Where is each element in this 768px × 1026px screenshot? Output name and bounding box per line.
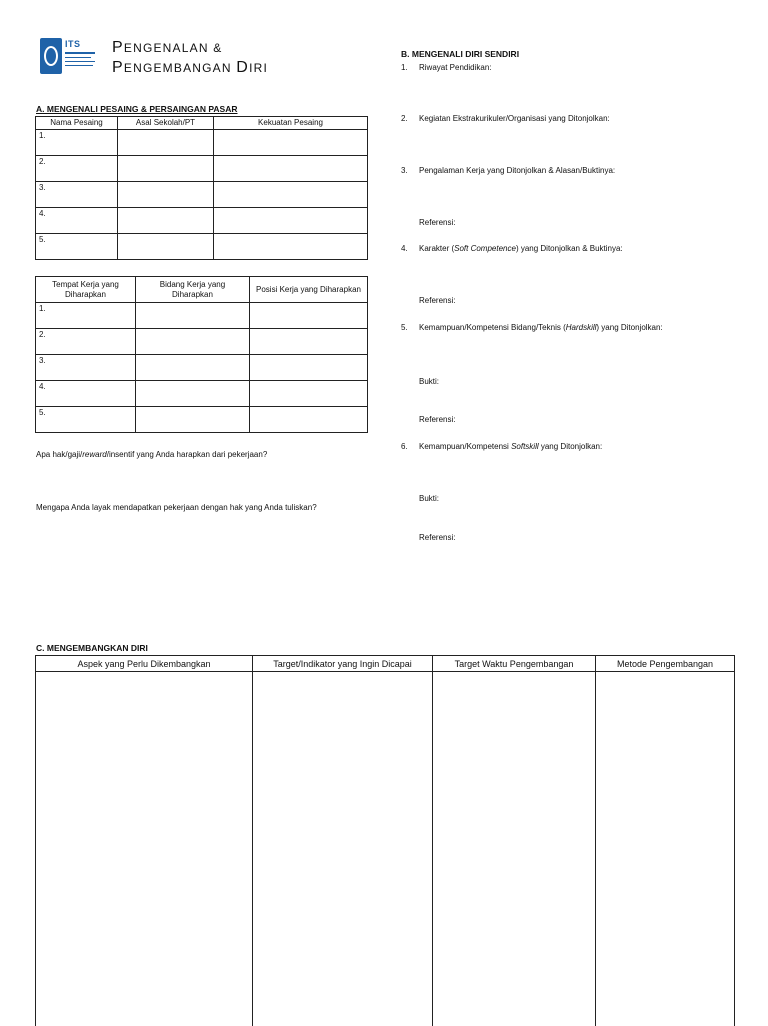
its-emblem-icon <box>40 38 62 74</box>
row-number: 4. <box>36 208 118 234</box>
table-cell[interactable] <box>253 672 433 1026</box>
table-cell[interactable] <box>118 156 214 182</box>
row-number: 2. <box>36 329 136 355</box>
referensi-label: Referensi: <box>419 533 455 542</box>
row-number: 1. <box>36 303 136 329</box>
section-b-heading: B. MENGENALI DIRI SENDIRI <box>401 49 519 59</box>
col-header: Bidang Kerja yang Diharapkan <box>136 277 250 303</box>
row-number: 3. <box>36 355 136 381</box>
table-cell[interactable] <box>118 130 214 156</box>
table-cell[interactable] <box>214 182 368 208</box>
table-cell[interactable] <box>136 329 250 355</box>
col-header: Asal Sekolah/PT <box>118 117 214 130</box>
col-header: Nama Pesaing <box>36 117 118 130</box>
list-item: 1. Riwayat Pendidikan: <box>401 63 491 73</box>
competitor-table <box>35 116 368 260</box>
col-header: Posisi Kerja yang Diharapkan <box>250 277 368 303</box>
table-cell[interactable] <box>118 234 214 260</box>
salary-question: Apa hak/gaji/reward/insentif yang Anda harapkan dari pekerjaan? <box>36 450 356 460</box>
table-cell[interactable] <box>136 355 250 381</box>
its-logo <box>40 38 100 74</box>
row-number: 2. <box>36 156 118 182</box>
table-cell[interactable] <box>214 208 368 234</box>
row-number: 5. <box>36 234 118 260</box>
table-cell[interactable] <box>36 672 253 1026</box>
table-cell[interactable] <box>596 672 735 1026</box>
bukti-label: Bukti: <box>419 377 439 386</box>
title-line-1: PENGENALAN & <box>112 38 268 58</box>
col-header: Target Waktu Pengembangan <box>433 656 596 672</box>
row-number: 4. <box>36 381 136 407</box>
col-header: Tempat Kerja yang Diharapkan <box>36 277 136 303</box>
table-cell[interactable] <box>250 381 368 407</box>
list-item: 2. Kegiatan Ekstrakurikuler/Organisasi yang Ditonjolkan: <box>401 114 610 124</box>
page-title <box>112 38 268 78</box>
referensi-label: Referensi: <box>419 218 455 227</box>
referensi-label: Referensi: <box>419 415 455 424</box>
col-header: Target/Indikator yang Ingin Dicapai <box>253 656 433 672</box>
col-header: Metode Pengembangan <box>596 656 735 672</box>
row-number: 1. <box>36 130 118 156</box>
section-c-heading: C. MENGEMBANGKAN DIRI <box>36 643 148 653</box>
row-number: 3. <box>36 182 118 208</box>
table-cell[interactable] <box>433 672 596 1026</box>
table-cell[interactable] <box>136 407 250 433</box>
table-cell[interactable] <box>118 182 214 208</box>
bukti-label: Bukti: <box>419 494 439 503</box>
table-cell[interactable] <box>250 407 368 433</box>
table-cell[interactable] <box>136 381 250 407</box>
development-table <box>35 655 735 1026</box>
section-a-heading: A. MENGENALI PESAING & PERSAINGAN PASAR <box>36 104 238 114</box>
row-number: 5. <box>36 407 136 433</box>
referensi-label: Referensi: <box>419 296 455 305</box>
table-cell[interactable] <box>214 156 368 182</box>
col-header: Kekuatan Pesaing <box>214 117 368 130</box>
list-item: 5. Kemampuan/Kompetensi Bidang/Teknis (Hardskill) yang Ditonjolkan: <box>401 323 663 333</box>
table-cell[interactable] <box>118 208 214 234</box>
list-item: 4. Karakter (Soft Competence) yang Ditonjolkan & Buktinya: <box>401 244 623 254</box>
table-cell[interactable] <box>136 303 250 329</box>
worthiness-question: Mengapa Anda layak mendapatkan pekerjaan dengan hak yang Anda tuliskan? <box>36 503 346 513</box>
table-cell[interactable] <box>250 355 368 381</box>
table-cell[interactable] <box>214 130 368 156</box>
logo-text: ITS <box>65 39 81 49</box>
list-item: 6. Kemampuan/Kompetensi Softskill yang Ditonjolkan: <box>401 442 602 452</box>
table-cell[interactable] <box>250 329 368 355</box>
table-cell[interactable] <box>250 303 368 329</box>
col-header: Aspek yang Perlu Dikembangkan <box>36 656 253 672</box>
list-item: 3. Pengalaman Kerja yang Ditonjolkan & Alasan/Buktinya: <box>401 166 615 176</box>
expected-job-table <box>35 276 368 433</box>
table-cell[interactable] <box>214 234 368 260</box>
title-line-2: PENGEMBANGAN DIRI <box>112 58 268 78</box>
